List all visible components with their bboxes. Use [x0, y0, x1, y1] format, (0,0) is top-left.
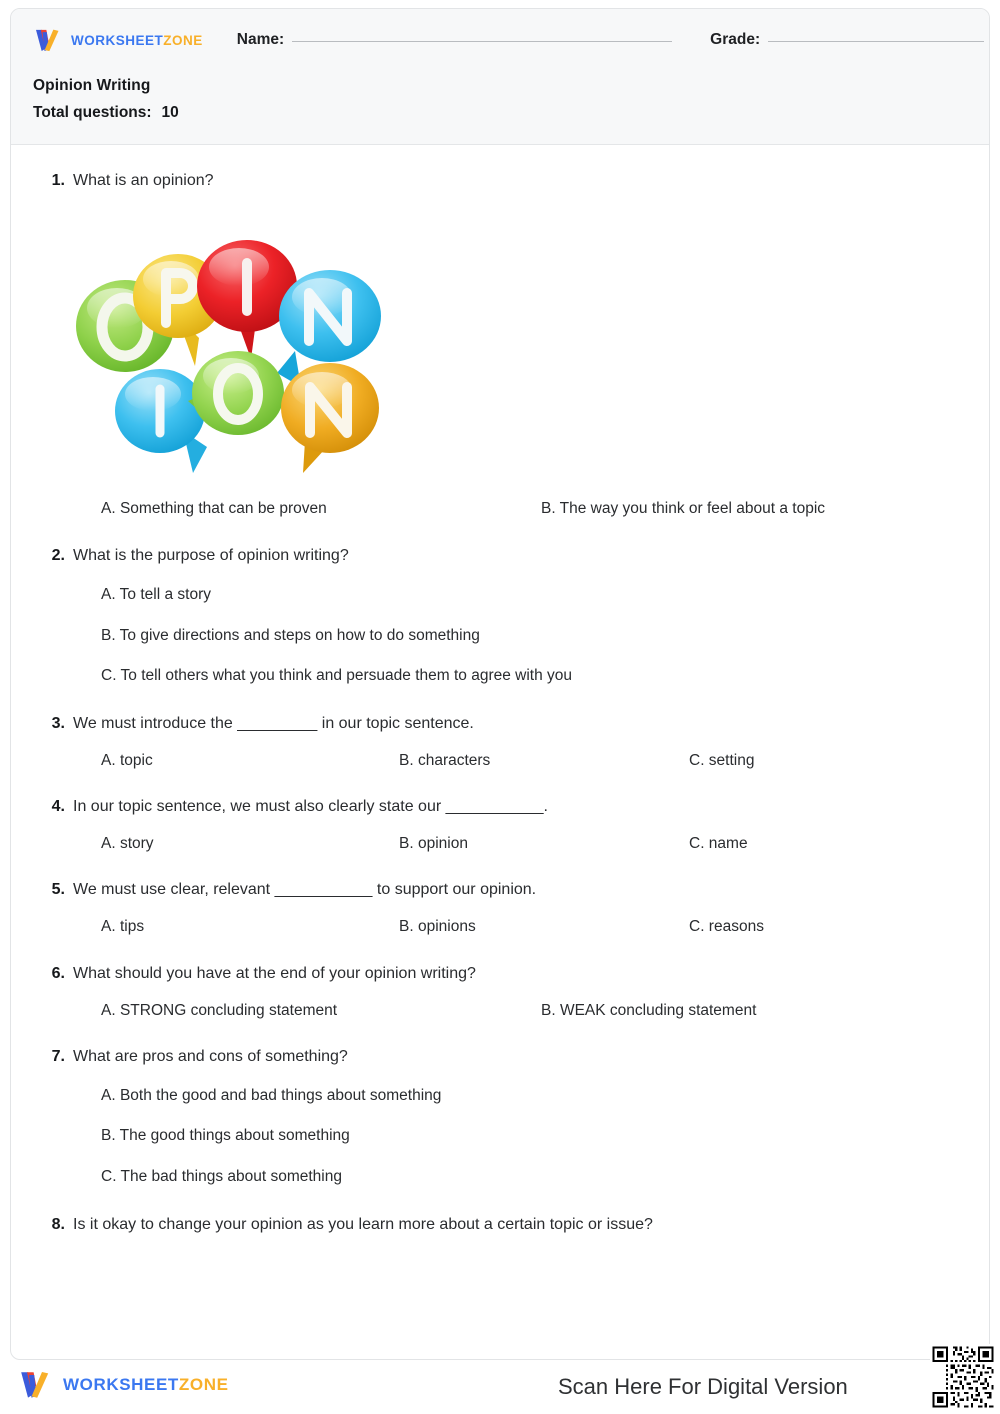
- worksheet-zone-logo-icon: [33, 28, 62, 53]
- question-8: [39, 1215, 961, 1235]
- question-2: [39, 546, 961, 685]
- grade-input-rule[interactable]: [768, 41, 984, 42]
- option-a[interactable]: A. topic: [101, 751, 153, 769]
- option-b[interactable]: B. WEAK concluding statement: [541, 1001, 757, 1019]
- option-a[interactable]: A. STRONG concluding statement: [101, 1001, 338, 1019]
- question-text: What are pros and cons of something?: [73, 1048, 348, 1065]
- grade-label: Grade:: [710, 31, 761, 48]
- option-c[interactable]: C. reasons: [689, 918, 764, 936]
- question-7-options: [101, 1086, 961, 1186]
- brand-word-zone: ZONE: [163, 32, 203, 48]
- opinion-illustration: [67, 213, 387, 481]
- total-questions: [33, 104, 967, 122]
- question-1: [39, 171, 961, 518]
- question-text: In our topic sentence, we must also clearly state our ___________.: [73, 797, 548, 815]
- question-5-options: [101, 917, 961, 936]
- question-text: What is the purpose of opinion writing?: [73, 547, 349, 565]
- option-b[interactable]: B. The good things about something: [101, 1127, 350, 1145]
- worksheet-title-block: [33, 71, 967, 122]
- brand-wordmark: [71, 33, 203, 48]
- footer-brand-word-zone: ZONE: [178, 1375, 229, 1394]
- qr-code-icon[interactable]: [930, 1344, 996, 1410]
- question-text: What is an opinion?: [73, 172, 214, 189]
- question-text: Is it okay to change your opinion as you learn more about a certain topic or issue?: [73, 1216, 653, 1234]
- option-a[interactable]: A. To tell a story: [101, 586, 211, 604]
- name-label: Name:: [236, 31, 285, 48]
- question-text: We must use clear, relevant ___________ to support our opinion.: [73, 881, 537, 899]
- question-number: 4.: [51, 797, 65, 815]
- option-b[interactable]: B. To give directions and steps on how to do something: [101, 626, 480, 644]
- option-b[interactable]: B. opinions: [399, 918, 476, 936]
- option-c[interactable]: C. name: [689, 834, 748, 852]
- worksheet-header: [11, 9, 989, 145]
- scan-prompt-text: Scan Here For Digital Version: [558, 1374, 848, 1399]
- question-3: [39, 714, 961, 770]
- option-c[interactable]: C. The bad things about something: [101, 1167, 342, 1185]
- grade-field[interactable]: [710, 31, 984, 49]
- option-a[interactable]: A. Something that can be proven: [101, 500, 327, 517]
- page-title: Opinion Writing: [33, 77, 151, 94]
- brand-word-worksheet: WORKSHEET: [71, 32, 164, 48]
- option-c[interactable]: C. To tell others what you think and persuade them to agree with you: [101, 667, 573, 685]
- question-4-options: [101, 834, 961, 853]
- question-text: What should you have at the end of your opinion writing?: [73, 964, 476, 982]
- question-text: We must introduce the _________ in our topic sentence.: [73, 714, 474, 732]
- page-footer: [0, 1364, 1000, 1414]
- total-questions-label: Total questions:: [33, 104, 152, 121]
- worksheet-zone-logo-icon: [18, 1370, 52, 1400]
- worksheet-card: [10, 8, 990, 1360]
- header-brand-logo: [33, 28, 203, 53]
- question-7: [39, 1047, 961, 1186]
- question-number: 8.: [51, 1216, 65, 1234]
- question-6-options: [101, 1001, 961, 1020]
- option-b[interactable]: B. opinion: [399, 834, 468, 852]
- question-5: [39, 880, 961, 936]
- bubble-I-1: [197, 240, 297, 359]
- question-3-options: [101, 751, 961, 770]
- question-number: 7.: [51, 1048, 65, 1065]
- question-4: [39, 797, 961, 853]
- footer-brand-logo: [18, 1370, 229, 1400]
- question-2-options: [101, 585, 961, 685]
- option-a[interactable]: A. tips: [101, 918, 145, 936]
- bubble-N-2: [281, 363, 379, 473]
- question-1-options: [101, 499, 961, 518]
- total-questions-value: 10: [161, 104, 179, 121]
- question-number: 5.: [51, 881, 65, 899]
- question-number: 3.: [51, 714, 65, 732]
- name-field[interactable]: [237, 31, 672, 49]
- question-number: 6.: [51, 964, 65, 982]
- footer-brand-wordmark: [63, 1375, 229, 1395]
- option-a[interactable]: A. Both the good and bad things about something: [101, 1087, 442, 1104]
- question-number: 1.: [51, 172, 65, 189]
- name-input-rule[interactable]: [292, 41, 672, 42]
- footer-brand-word-worksheet: WORKSHEET: [63, 1375, 179, 1394]
- option-b[interactable]: B. The way you think or feel about a topic: [541, 500, 826, 517]
- questions-list: [11, 145, 989, 1235]
- opinion-speech-bubbles-icon: [67, 213, 387, 481]
- question-number: 2.: [51, 547, 65, 565]
- option-a[interactable]: A. story: [101, 834, 154, 852]
- option-b[interactable]: B. characters: [399, 751, 491, 769]
- question-6: [39, 964, 961, 1020]
- option-c[interactable]: C. setting: [689, 751, 755, 769]
